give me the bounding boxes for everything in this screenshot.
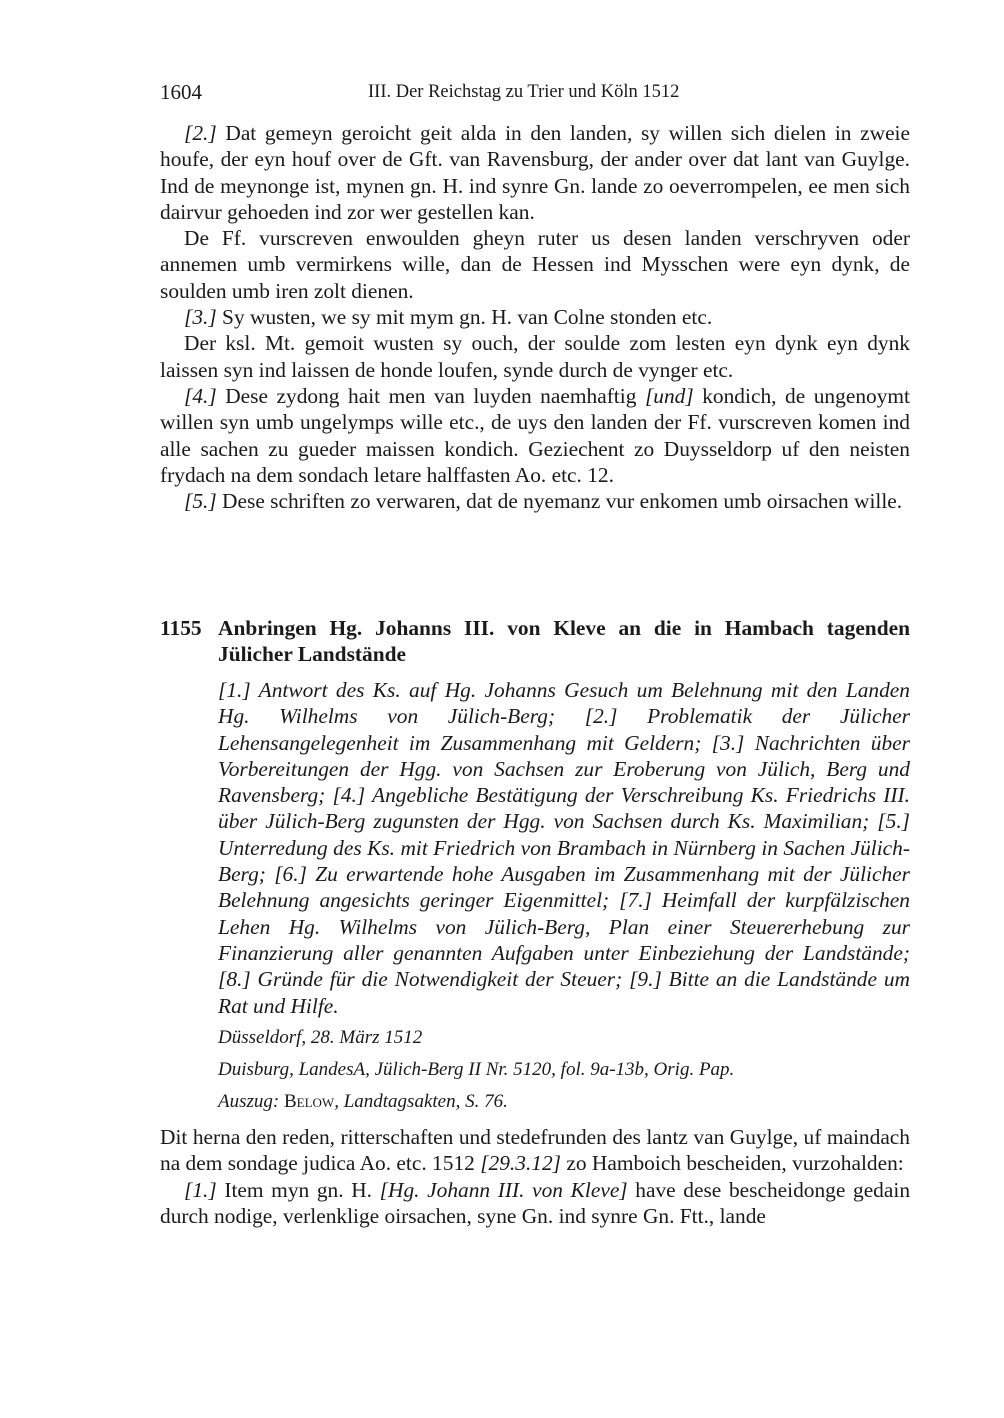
text-segment: Dese zydong hait men van luyden naemhaftig bbox=[216, 383, 645, 408]
excerpt-ref: , Landtagsakten, S. 76. bbox=[334, 1090, 508, 1112]
paragraph bbox=[160, 304, 910, 330]
excerpt-label: Auszug: bbox=[218, 1090, 280, 1112]
running-title: III. Der Reichstag zu Trier und Köln 1512 bbox=[368, 82, 680, 102]
page-number: 1604 bbox=[160, 80, 202, 104]
text-segment: Dit herna den reden, ritterschaften und stedefrunden des lantz van Guylge, uf maindach na dem sondage judica Ao. etc. 1512 bbox=[160, 1125, 910, 1176]
text-segment: kondich, de ungenoymt willen syn umb ungelymps wille etc., de uys den landen der Ff. vurscreven komen ind alle sachen zu gueder maissen kondich. Geziechent zo Duysseldorp uf den neisten frydach na dem sondach letare halffasten Ao. etc. 12. bbox=[160, 383, 910, 487]
text-segment: Dat gemeyn geroicht geit alda in den landen, sy willen sich dielen in zweie houfe, der eyn houf over de Gft. van Ravensburg, der ander over dat lant van Guylge. Ind de meynonge ist, mynen gn. H. ind synre Gn. lande zo oeverrompelen, ee men sich dairvur gehoeden ind zor wer gestellen kan. bbox=[160, 121, 910, 224]
document-body-text bbox=[160, 1124, 910, 1229]
paragraph bbox=[160, 383, 910, 488]
entry-number: 1155 bbox=[160, 616, 202, 640]
text-segment: Sy wusten, we sy mit mym gn. H. van Colne stonden etc. bbox=[216, 305, 713, 330]
archival-source: Duisburg, LandesA, Jülich-Berg II Nr. 5120, fol. 9a-13b, Orig. Pap. bbox=[218, 1058, 735, 1080]
editorial-note: [1.] bbox=[184, 1177, 217, 1202]
editorial-note: [Hg. Johann III. von Kleve] bbox=[379, 1177, 628, 1202]
place-date: Düsseldorf, 28. März 1512 bbox=[218, 1026, 423, 1048]
text-segment: have dese bescheidonge gedain durch nodige, verlenklige oirsachen, syne Gn. ind synre Gn. Ftt., lande bbox=[160, 1177, 911, 1228]
editorial-note: [4.] bbox=[184, 383, 217, 408]
entry-heading bbox=[160, 615, 910, 667]
paragraph bbox=[160, 120, 910, 225]
paragraph bbox=[160, 225, 910, 304]
paragraph bbox=[160, 1124, 910, 1177]
paragraph bbox=[160, 330, 910, 383]
excerpt-reference bbox=[218, 1089, 910, 1115]
text-segment: Dese schriften zo verwaren, dat de nyemanz vur enkomen umb oirsachen wille. bbox=[216, 489, 903, 514]
entry-title: Anbringen Hg. Johanns III. von Kleve an die in Hambach tagenden Jülicher Landstände bbox=[218, 616, 910, 666]
editorial-note: [2.] bbox=[184, 121, 217, 145]
text-segment: Item myn gn. H. bbox=[216, 1177, 380, 1202]
editorial-note: [3.] bbox=[184, 305, 217, 330]
editorial-note: [5.] bbox=[184, 489, 217, 514]
paragraph bbox=[160, 1177, 910, 1230]
text-segment: De Ff. vurscreven enwoulden gheyn ruter us desen landen verschryven oder annemen umb vermirkens wille, dan de Hessen ind Mysschen were eyn dynk, de soulden umb iren zolt dienen. bbox=[160, 226, 910, 303]
editorial-note: [und] bbox=[644, 383, 694, 408]
previous-document-text bbox=[160, 120, 910, 514]
paragraph bbox=[160, 488, 910, 514]
excerpt-author: Below bbox=[283, 1090, 335, 1112]
text-segment: Der ksl. Mt. gemoit wusten sy ouch, der soulde zom lesten eyn dynk eyn dynk laissen syn ind laissen de honde loufen, synde durch de vynger etc. bbox=[160, 331, 910, 382]
text-segment: zo Hamboich bescheiden, vurzohalden: bbox=[561, 1151, 904, 1176]
editorial-note: [29.3.12] bbox=[480, 1151, 562, 1176]
document-entry bbox=[160, 615, 910, 1115]
entry-summary: [1.] Antwort des Ks. auf Hg. Johanns Gesuch um Belehnung mit den Landen Hg. Wilhelms von Jülich-Berg; [2.] Problematik der Jülicher Lehensangelegenheit im Zusammenhang mit Geldern; [3.] Nachrichten über Vorbereitungen der Hgg. von Sachsen zur Eroberung von Jülich, Berg und Ravensberg; [4.] Angebliche Bestätigung der Verschreibung Ks. Friedrichs III. über Jülich-Berg zugunsten der Hgg. von Sachsen durch Ks. Maximilian; [5.] Unterredung des Ks. mit Friedrich von Brambach in Nürnberg in Sachen Jülich-Berg; [6.] Zu erwartende hohe Ausgaben im Zusammenhang mit der Jülicher Belehnung angesichts geringer Eigenmittel; [7.] Heimfall der kurpfälzischen Lehen Hg. Wilhelms von Jülich-Berg, Plan einer Steuererhebung zur Finanzierung aller genannten Aufgaben unter Einbeziehung der Landstände; [8.] Gründe für die Notwendigkeit der Steuer; [9.] Bitte an die Landstände um Rat und Hilfe. bbox=[218, 678, 910, 1018]
